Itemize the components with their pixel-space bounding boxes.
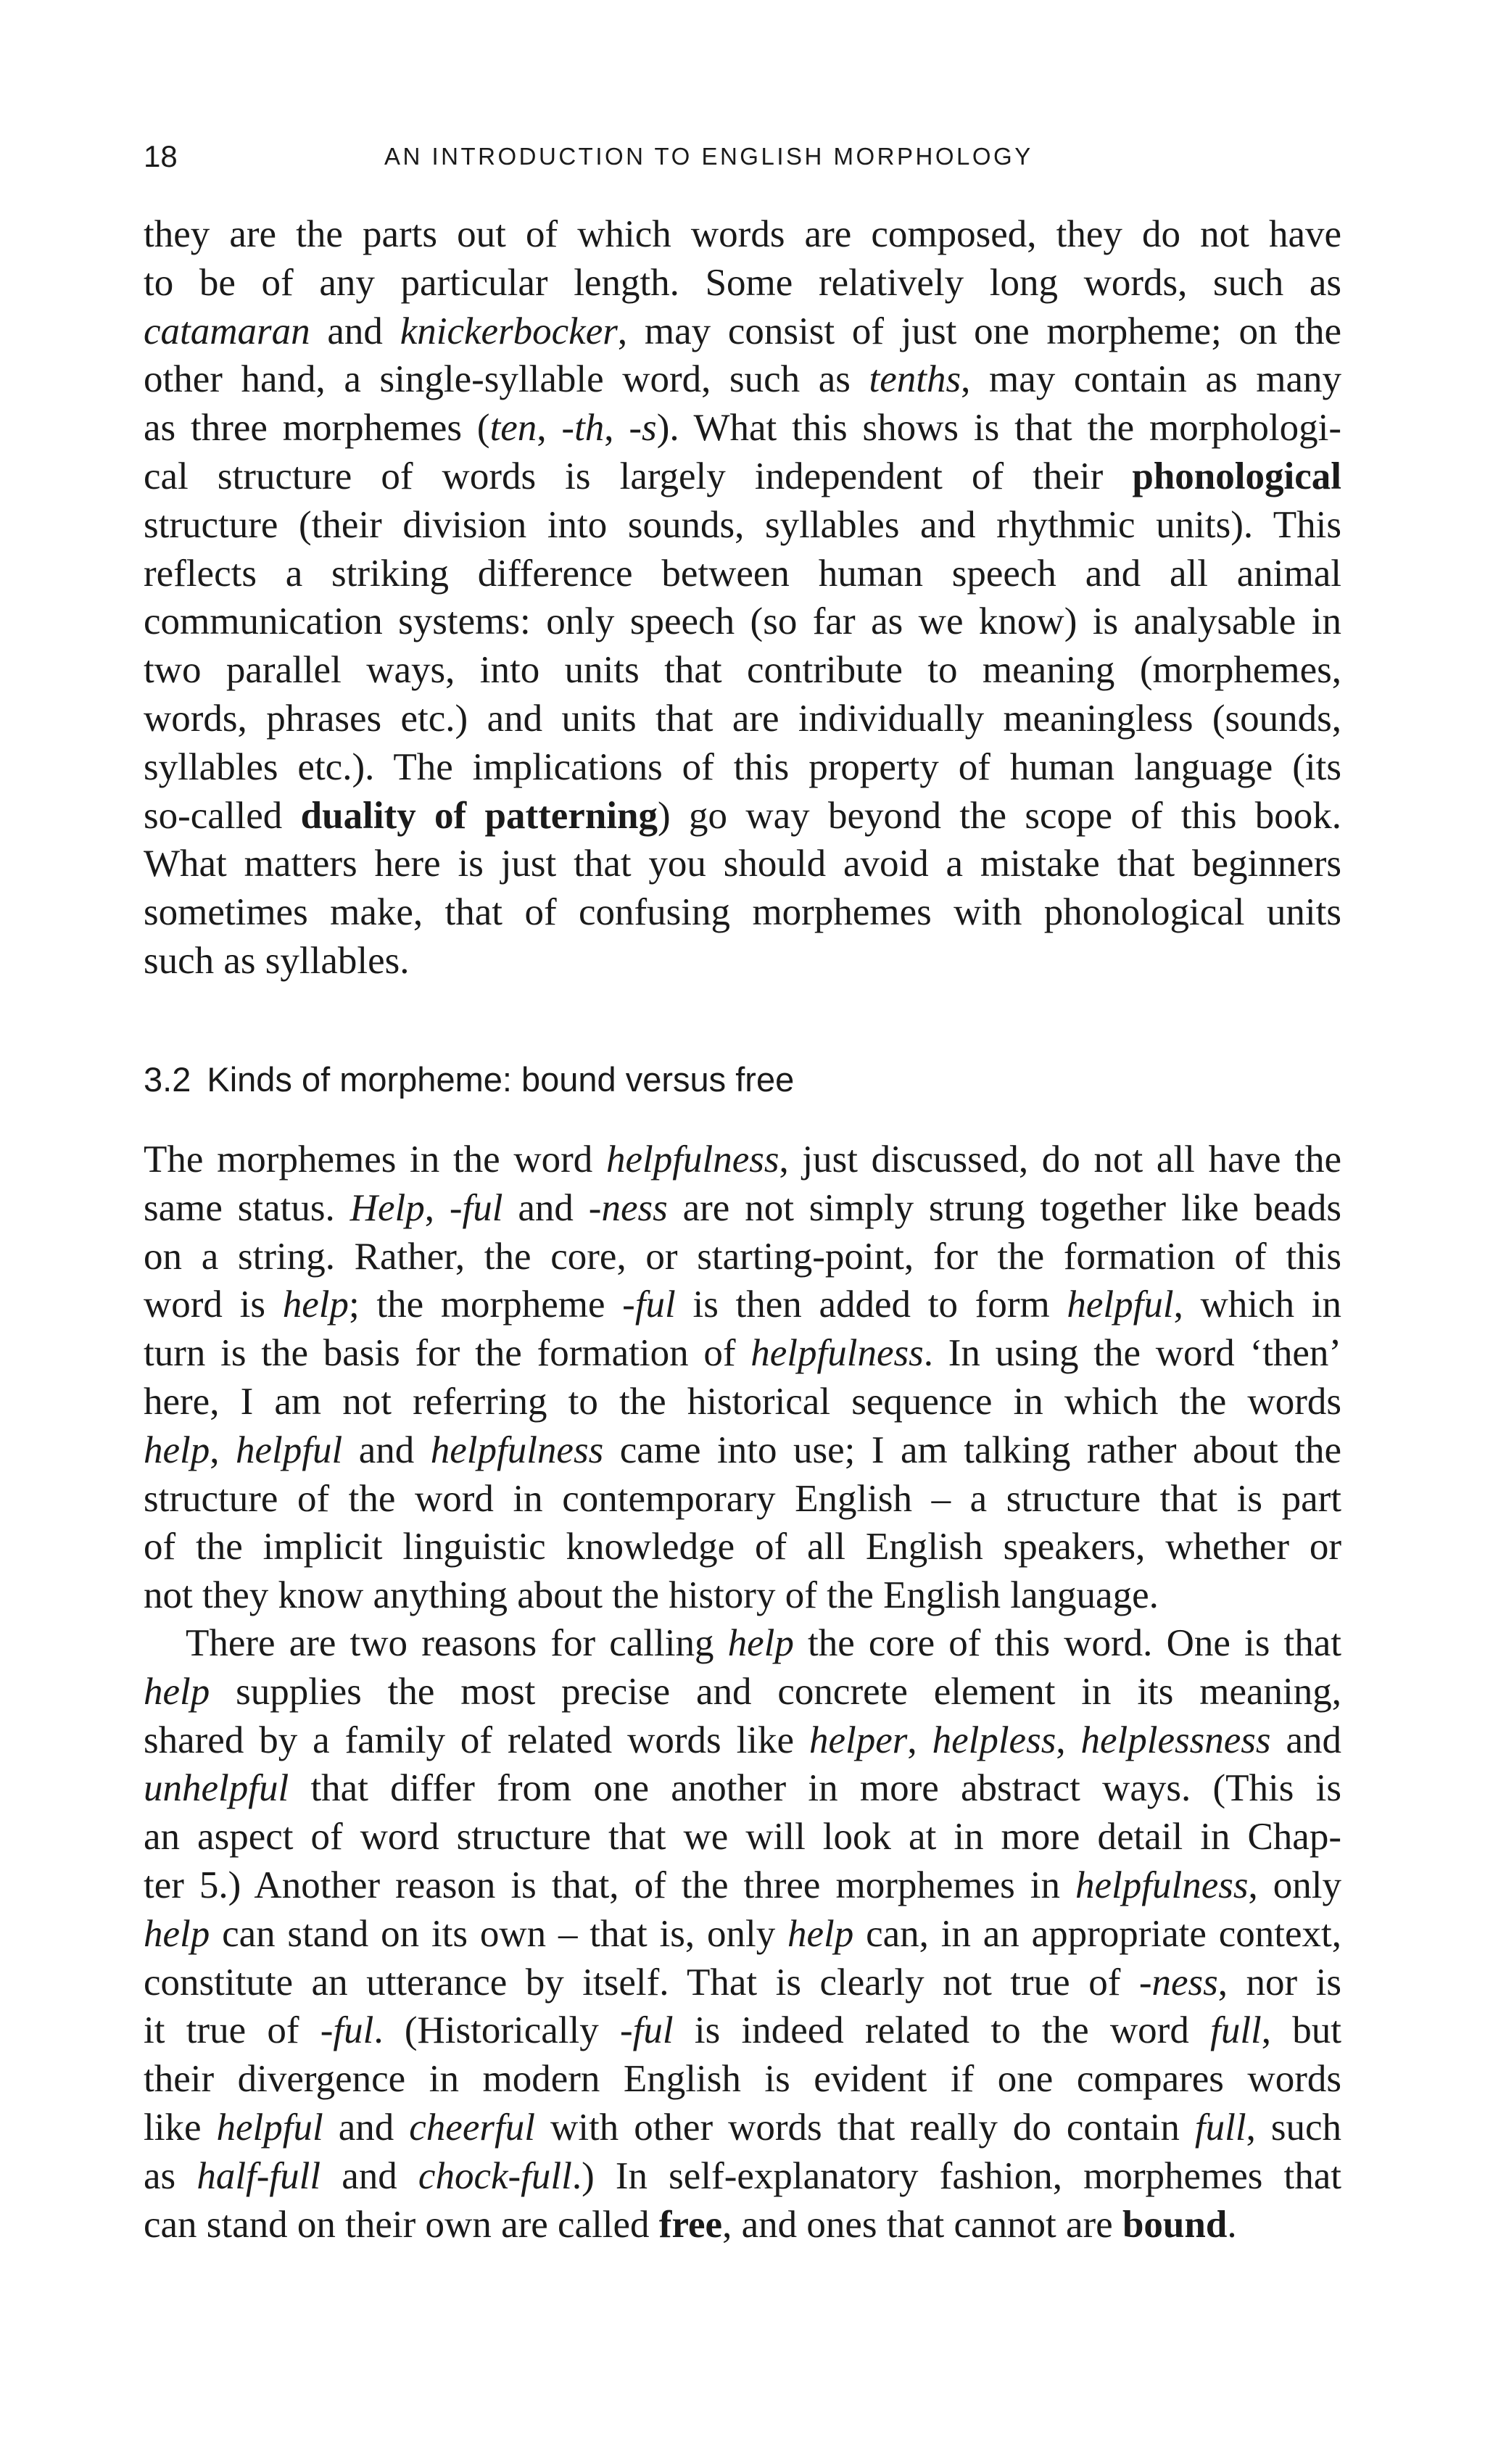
text-run: supplies the most precise and concrete element in its meaning, <box>210 1670 1341 1713</box>
page-number: 18 <box>144 139 178 173</box>
text-run: shared by a family of related words like <box>144 1719 809 1761</box>
text-run: structure of the word in contemporary English – a structure that is part <box>144 1477 1341 1520</box>
text-run: word is <box>144 1283 283 1326</box>
text-run: . <box>1227 2203 1237 2246</box>
text-line <box>144 840 1341 888</box>
bold-term: bound <box>1122 2203 1228 2246</box>
text-run: and <box>342 1429 431 1471</box>
text-line <box>144 598 1341 646</box>
italic-term: help <box>144 1670 210 1713</box>
text-run: , which in <box>1173 1283 1341 1326</box>
text-run: , <box>1056 1719 1081 1761</box>
text-line <box>144 1619 1341 1668</box>
text-run: same status. <box>144 1186 350 1229</box>
section-number: 3.2 <box>144 1060 191 1099</box>
bold-term: duality of patterning <box>300 794 658 837</box>
text-line <box>144 307 1341 356</box>
text-line <box>144 452 1341 501</box>
text-run: are not simply strung together like beads <box>667 1186 1342 1229</box>
text-run: of the implicit linguistic knowledge of all English speakers, whether or <box>144 1526 1341 1568</box>
text-run: the core of this word. One is that <box>793 1622 1341 1664</box>
text-line <box>144 1764 1341 1813</box>
italic-term: helpfulness <box>606 1138 779 1181</box>
italic-term: full <box>1210 2009 1262 2052</box>
italic-term: helpful <box>1067 1283 1174 1326</box>
text-line <box>144 1233 1341 1281</box>
text-line <box>144 1571 1341 1620</box>
text-line <box>144 646 1341 695</box>
italic-term: helpless <box>932 1719 1056 1761</box>
italic-term: helplessness <box>1080 1719 1271 1761</box>
text-line <box>144 1281 1341 1329</box>
text-run: is then added to form <box>675 1283 1067 1326</box>
text-line <box>144 1184 1341 1233</box>
text-run: can stand on their own are called <box>144 2203 659 2246</box>
text-line <box>144 550 1341 598</box>
text-run: , just discussed, do not all have the <box>779 1138 1341 1181</box>
text-run: that differ from one another in more abstract ways. (This is <box>289 1767 1341 1810</box>
text-run: their divergence in modern English is evident if one compares words <box>144 2058 1341 2101</box>
text-run: and <box>323 2106 410 2149</box>
italic-term: -th <box>561 407 605 450</box>
italic-term: helpfulness <box>430 1429 604 1471</box>
text-line <box>144 1523 1341 1571</box>
text-run: like <box>144 2106 217 2149</box>
italic-term: cheerful <box>409 2106 535 2149</box>
text-run: ) go way beyond the scope of this book. <box>658 794 1342 837</box>
text-line <box>144 2201 1341 2249</box>
italic-term: half-full <box>197 2154 321 2197</box>
text-run: , <box>604 407 629 450</box>
text-run: , <box>424 1186 450 1229</box>
text-line <box>144 1668 1341 1716</box>
text-run: and <box>1270 1719 1342 1761</box>
text-run: , but <box>1261 2009 1342 2052</box>
text-run: . (Historically <box>373 2009 621 2052</box>
text-run: , only <box>1248 1864 1341 1906</box>
text-line <box>144 2152 1341 2201</box>
text-line <box>144 888 1341 937</box>
text-line <box>144 2055 1341 2104</box>
italic-term: helpfulness <box>1075 1864 1249 1906</box>
text-run: syllables etc.). The implications of this property of human language (its <box>144 745 1341 788</box>
italic-term: Help <box>349 1186 425 1229</box>
paragraph-core-reasons <box>144 1619 1341 2249</box>
text-run: can stand on its own – that is, only <box>210 1912 788 1955</box>
text-run: cal structure of words is largely independent of their <box>144 455 1133 497</box>
text-run: to be of any particular length. Some relatively long words, such as <box>144 261 1341 304</box>
italic-term: helper <box>808 1719 908 1761</box>
text-run: , may consist of just one morpheme; on the <box>617 310 1341 352</box>
text-run: it true of <box>144 2009 320 2052</box>
italic-term: -ness <box>1138 1961 1218 2004</box>
text-line <box>144 1378 1341 1426</box>
text-run: , <box>537 407 562 450</box>
text-run: and <box>502 1186 589 1229</box>
text-run: , nor is <box>1217 1961 1342 2004</box>
italic-term: help <box>144 1429 210 1471</box>
text-run: two parallel ways, into units that contribute to meaning (morphemes, <box>144 649 1341 692</box>
text-run: ). What this shows is that the morphologi- <box>656 407 1342 450</box>
italic-term: helpful <box>236 1429 343 1471</box>
italic-term: help <box>727 1622 794 1664</box>
italic-term: tenths <box>869 358 961 401</box>
text-run: constitute an utterance by itself. That is clearly not true of <box>144 1961 1139 2004</box>
text-line <box>144 1861 1341 1910</box>
text-run: so-called <box>144 794 301 837</box>
text-run: words, phrases etc.) and units that are individually meaningless (sounds, <box>144 697 1341 740</box>
italic-term: helpfulness <box>750 1332 924 1375</box>
text-line <box>144 259 1341 307</box>
text-run: ; the morpheme <box>348 1283 623 1326</box>
section-heading <box>144 1054 794 1105</box>
text-run: on a string. Rather, the core, or starting-point, for the formation of this <box>144 1235 1341 1278</box>
text-run: , such <box>1246 2106 1341 2149</box>
text-line <box>144 1959 1341 2007</box>
text-line <box>144 1329 1341 1378</box>
text-line <box>144 404 1341 452</box>
italic-term: -s <box>629 407 657 450</box>
text-line <box>144 1136 1341 1184</box>
italic-term: unhelpful <box>144 1767 289 1810</box>
text-run: structure (their division into sounds, syllables and rhythmic units). This <box>144 503 1341 546</box>
text-run: , may contain as many <box>961 358 1341 401</box>
text-run: as three morphemes ( <box>144 407 490 450</box>
text-line <box>144 210 1341 259</box>
text-run: not they know anything about the history of the English language. <box>144 1574 1159 1617</box>
italic-term: help <box>282 1283 349 1326</box>
text-line <box>144 792 1341 840</box>
italic-term: -ful <box>320 2009 374 2052</box>
paragraph-helpfulness-structure <box>144 1136 1341 1620</box>
bold-term: phonological <box>1132 455 1341 497</box>
text-run: reflects a striking difference between human speech and all animal <box>144 552 1341 595</box>
text-run: they are the parts out of which words are composed, they do not have <box>144 213 1341 255</box>
text-run: . In using the word ‘then’ <box>923 1332 1341 1375</box>
italic-term: -ness <box>588 1186 668 1229</box>
paragraph-continuation <box>144 210 1341 985</box>
italic-term: helpful <box>216 2106 323 2149</box>
text-run: such as syllables. <box>144 939 410 982</box>
italic-term: chock-full <box>418 2154 572 2197</box>
text-run: sometimes make, that of confusing morphemes with phonological units <box>144 891 1341 934</box>
italic-term: ten <box>489 407 537 450</box>
text-run: communication systems: only speech (so far as we know) is analysable in <box>144 600 1341 643</box>
text-line <box>144 355 1341 404</box>
text-run: , <box>907 1719 932 1761</box>
book-title: AN INTRODUCTION TO ENGLISH MORPHOLOGY <box>384 143 1033 170</box>
section-title: Kinds of morpheme: bound versus free <box>207 1060 795 1099</box>
running-head <box>144 135 1340 178</box>
italic-term: help <box>144 1912 210 1955</box>
text-line <box>144 743 1341 792</box>
text-run: The morphemes in the word <box>144 1138 606 1181</box>
text-run: ter 5.) Another reason is that, of the three morphemes in <box>144 1864 1076 1906</box>
text-line <box>144 1426 1341 1475</box>
text-run: and <box>310 310 400 352</box>
italic-term: full <box>1194 2106 1246 2149</box>
text-run: an aspect of word structure that we will look at in more detail in Chap- <box>144 1816 1341 1859</box>
text-line <box>144 2006 1341 2055</box>
text-run: There are two reasons for calling <box>186 1622 728 1664</box>
italic-term: -ful <box>449 1186 503 1229</box>
text-run: What matters here is just that you should avoid a mistake that beginners <box>144 843 1341 885</box>
italic-term: -ful <box>622 1283 676 1326</box>
text-line <box>144 501 1341 550</box>
text-line <box>144 1910 1341 1959</box>
text-run: with other words that really do contain <box>534 2106 1195 2149</box>
text-run: turn is the basis for the formation of <box>144 1332 751 1375</box>
italic-term: -ful <box>620 2009 674 2052</box>
text-run: and <box>320 2154 418 2197</box>
text-run: , and ones that cannot are <box>722 2203 1122 2246</box>
text-line <box>144 1716 1341 1765</box>
italic-term: knickerbocker <box>400 310 618 352</box>
text-run: came into use; I am talking rather about the <box>603 1429 1341 1471</box>
text-run: can, in an appropriate context, <box>853 1912 1341 1955</box>
text-line <box>144 937 1341 985</box>
bold-term: free <box>658 2203 723 2246</box>
text-line <box>144 695 1341 743</box>
text-line <box>144 1475 1341 1524</box>
text-run: as <box>144 2154 197 2197</box>
text-run: , <box>210 1429 236 1471</box>
text-run: here, I am not referring to the historical sequence in which the words <box>144 1380 1341 1423</box>
text-run: other hand, a single-syllable word, such as <box>144 358 869 401</box>
text-run: is indeed related to the word <box>673 2009 1211 2052</box>
italic-term: help <box>787 1912 854 1955</box>
text-line <box>144 1813 1341 1861</box>
text-run: .) In self-explanatory fashion, morphemes that <box>571 2154 1341 2197</box>
text-line <box>144 2104 1341 2152</box>
italic-term: catamaran <box>144 310 310 352</box>
